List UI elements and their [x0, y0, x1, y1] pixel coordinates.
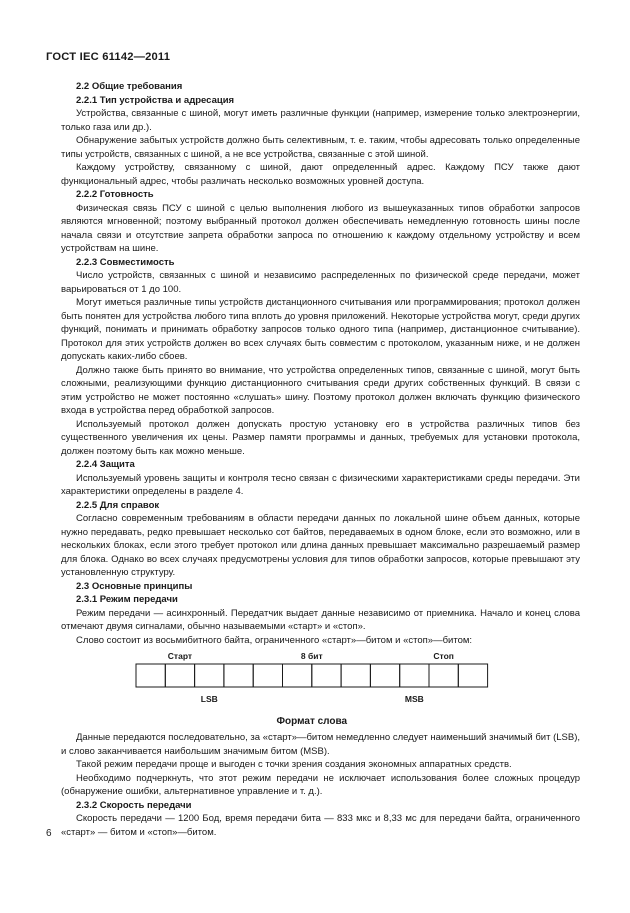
paragraph: Должно также быть принято во внимание, что устройства определенных типов, связанные с шиной, могут быть сложными, реализующими функцию дистанционного считывания среди других собственных функций. В связи с этим устройство не может постоянно «слушать» шину. Поэтому протокол должен включать функцию физического входа в устройства перед обработкой запросов. — [61, 364, 580, 416]
stop-label: Стоп — [433, 651, 454, 661]
section-heading: 2.2 Общие требования — [76, 81, 183, 92]
bit-cell — [312, 664, 341, 687]
document-body — [61, 80, 580, 839]
section-heading: 2.3.1 Режим передачи — [76, 594, 178, 605]
paragraph: Физическая связь ПСУ с шиной с целью выполнения любого из вышеуказанных типов обработки запросов являются мгновенной; поэтому выбранный протокол должен обеспечивать немедленную готовность шины после начала связи и отсутствие запрета обработки запроса по отношению к каждому отдельному устройству и всем устройствам на шине. — [61, 202, 580, 254]
paragraph: Скорость передачи — 1200 Бод, время передачи бита — 833 мкс и 8,33 мс для передачи байта, ограниченного «старт» — битом и «стоп»—битом. — [61, 813, 580, 838]
paragraph: Режим передачи — асинхронный. Передатчик выдает данные независимо от приемника. Начало и конец слова отмечают двумя сигналами, обычно называемыми «старт» и «стоп». — [61, 607, 580, 632]
paragraph: Используемый протокол должен допускать простую установку его в устройства различных типов без существенного увеличения их цены. Размер памяти программы и данных, требуемых для установки протокола, должен поэтому быть как можно меньше. — [61, 418, 580, 457]
bit-cell — [136, 664, 165, 687]
section-heading: 2.3 Основные принципы — [76, 580, 193, 592]
bit-cell — [370, 664, 399, 687]
page-number: 6 — [46, 828, 52, 839]
bit-cell — [253, 664, 282, 687]
section-heading: 2.2.3 Совместимость — [76, 256, 175, 268]
word-format-diagram — [61, 649, 580, 730]
paragraph: Необходимо подчеркнуть, что этот режим передачи не исключает использования более сложных процедур (обнаружение ошибки, альтернативное управление и т. д.). — [61, 772, 580, 797]
paragraph: Каждому устройству, связанному с шиной, дают определенный адрес. Каждому ПСУ также дают функциональный адрес, чтобы различать несколько возможных уровней доступа. — [61, 162, 580, 187]
paragraph: Такой режим передачи проще и выгоден с точки зрения создания экономных аппаратных средств. — [76, 759, 512, 770]
bit-cell — [341, 664, 370, 687]
bit-cell — [195, 664, 224, 687]
paragraph: Число устройств, связанных с шиной и независимо распределенных по физической среде передачи, может варьироваться от 1 до 100. — [61, 270, 580, 295]
paragraph: Слово состоит из восьмибитного байта, ограниченного «старт»—битом и «стоп»—битом: — [76, 634, 473, 646]
paragraph: Данные передаются последовательно, за «старт»—битом немедленно следует наименьший значимый бит (LSB), и слово заканчивается наибольшим значимым битом (MSB). — [61, 732, 580, 757]
bits-label: 8 бит — [300, 651, 323, 661]
start-label: Старт — [167, 651, 193, 661]
bit-cell — [224, 664, 253, 687]
document-header: ГОСТ IEC 61142—2011 — [46, 51, 171, 63]
paragraph: Используемый уровень защиты и контроля тесно связан с физическими характеристиками среды передачи. Эти характеристики определены в разделе 4. — [61, 472, 580, 497]
bit-cell — [429, 664, 458, 687]
bit-cell — [458, 664, 487, 687]
msb-label: MSB — [404, 694, 424, 704]
paragraph: Обнаружение забытых устройств должно быть селективным, т. е. таким, чтобы адресовать только определенные типы устройств, связанных с шиной, а не все устройства, связанные с этой шиной. — [61, 135, 580, 160]
lsb-label: LSB — [200, 694, 218, 704]
bit-cell — [165, 664, 194, 687]
paragraph: Могут иметься различные типы устройств дистанционного считывания или программирования; протокол должен быть понятен для устройства любого типа вплоть до уровня приложений. Некоторые устройства могут, среди других функций, понимать и принимать обработку запросов только одного типа (например, дистанционное считывание). Протокол для этих устройств должен во всех случаях быть совместим с протоколом, указанным ниже, и не должен допускать каких-либо сбоев. — [61, 297, 580, 362]
bit-cell — [283, 664, 312, 687]
figure-caption: Формат слова — [276, 716, 348, 727]
paragraph: Устройства, связанные с шиной, могут иметь различные функции (например, измерение только электроэнергии, только газа или др.). — [61, 108, 580, 133]
section-heading: 2.2.2 Готовность — [76, 189, 154, 200]
word-format-figure — [61, 649, 580, 730]
section-heading: 2.3.2 Скорость передачи — [76, 799, 192, 811]
section-heading: 2.2.1 Тип устройства и адресация — [76, 94, 235, 106]
paragraph: Согласно современным требованиям в области передачи данных по локальной шине объем данных, которые нужно передавать, редко превышает несколько сот байтов, передаваемых в одном блоке, если это возможно, или в нескольких блоках, если этого требует протокол или длина данных превышает максимально разрешаемый размер для блока. Однако во всех случаях предусмотрены условия для типов обработки запросов, которые превышают эту установленную структуру. — [61, 513, 580, 578]
section-heading: 2.2.4 Защита — [76, 459, 135, 470]
section-heading: 2.2.5 Для справок — [76, 499, 160, 511]
bit-cell — [400, 664, 429, 687]
